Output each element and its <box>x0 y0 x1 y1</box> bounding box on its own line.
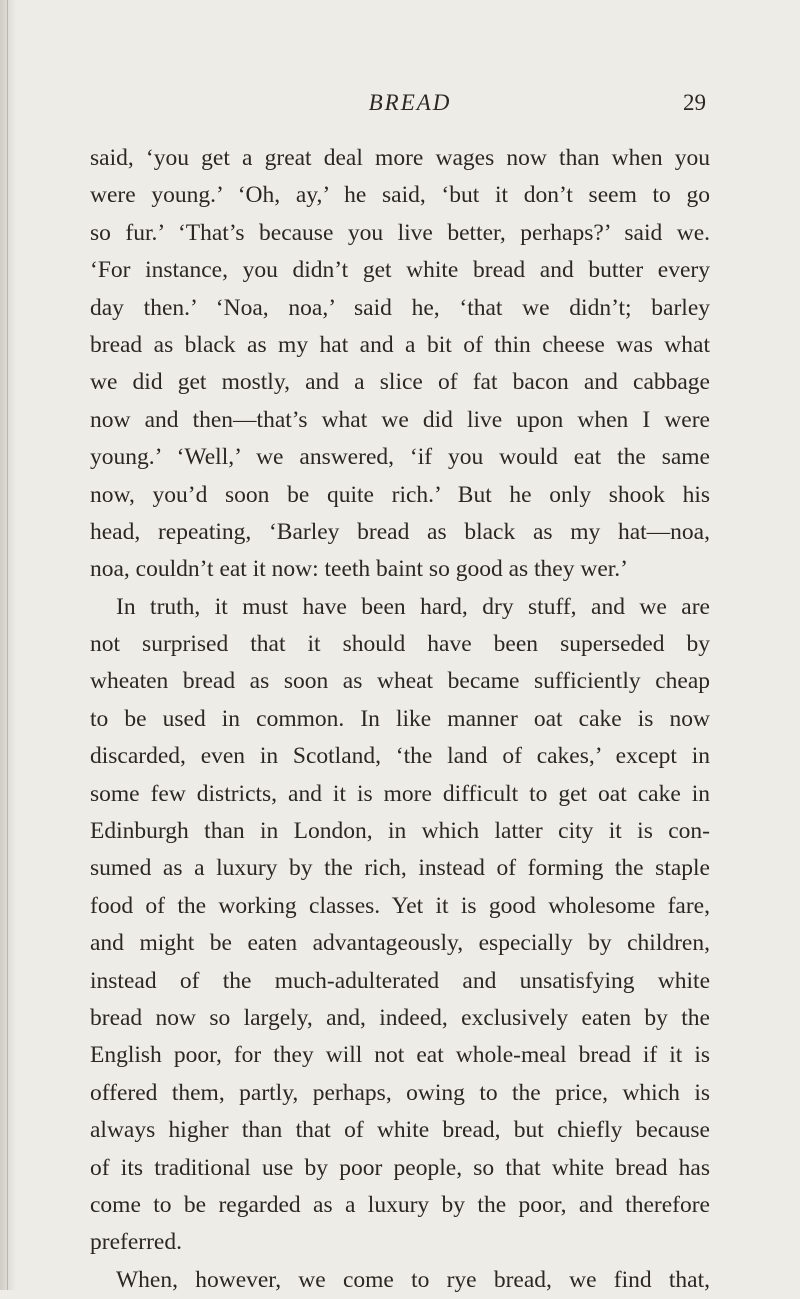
body-text <box>90 140 710 1299</box>
text-line: we did get mostly, and a slice of fat bacon and cabbage <box>90 369 710 396</box>
running-head-title: BREAD <box>368 90 452 115</box>
text-line: were young.’ ‘Oh, ay,’ he said, ‘but it don’t seem to go <box>90 182 710 209</box>
text-line: of its traditional use by poor people, so that white bread has <box>90 1154 710 1181</box>
text-line: ‘For instance, you didn’t get white bread and butter every <box>90 257 710 284</box>
text-line: now, you’d soon be quite rich.’ But he only shook his <box>90 481 710 508</box>
text-line: head, repeating, ‘Barley bread as black as my hat—noa, <box>90 518 710 545</box>
text-line: not surprised that it should have been superseded by <box>90 631 710 658</box>
text-line: offered them, partly, perhaps, owing to the price, which is <box>90 1079 710 1106</box>
text-line: preferred. <box>90 1229 182 1256</box>
text-line: English poor, for they will not eat whole-meal bread if it is <box>90 1042 710 1069</box>
text-line: always higher than that of white bread, but chiefly because <box>90 1117 710 1144</box>
text-line: discarded, even in Scotland, ‘the land of cakes,’ except in <box>90 743 710 770</box>
text-line: now and then—that’s what we did live upon when I were <box>90 406 710 433</box>
text-line: bread as black as my hat and a bit of thin cheese was what <box>90 331 710 358</box>
text-line: and might be eaten advantageously, especially by children, <box>90 930 710 957</box>
text-line: wheaten bread as soon as wheat became sufficiently cheap <box>90 668 710 695</box>
text-line: food of the working classes. Yet it is good wholesome fare, <box>90 892 710 919</box>
text-line: come to be regarded as a luxury by the poor, and therefore <box>90 1191 710 1218</box>
text-line: to be used in common. In like manner oat cake is now <box>90 705 710 732</box>
text-line: said, ‘you get a great deal more wages now than when you <box>90 145 710 171</box>
text-line: young.’ ‘Well,’ we answered, ‘if you would eat the same <box>90 444 710 471</box>
running-head <box>90 90 710 124</box>
page-number: 29 <box>683 90 706 115</box>
page-edge-shadow <box>0 0 16 1290</box>
text-line: day then.’ ‘Noa, noa,’ said he, ‘that we didn’t; barley <box>90 294 710 321</box>
text-line: some few districts, and it is more difficult to get oat cake in <box>90 780 710 807</box>
text-line: noa, couldn’t eat it now: teeth baint so good as they wer.’ <box>90 556 628 583</box>
text-line: so fur.’ ‘That’s because you live better, perhaps?’ said we. <box>90 219 710 246</box>
paragraph-start-line: When, however, we come to rye bread, we find that, <box>116 1266 710 1293</box>
text-line: Edinburgh than in London, in which latter city it is con- <box>90 818 710 845</box>
page-edge-line <box>7 0 8 1290</box>
book-page <box>90 90 710 1299</box>
paragraph-start-line: In truth, it must have been hard, dry stuff, and we are <box>116 593 710 620</box>
text-line: instead of the much-adulterated and unsatisfying white <box>90 967 710 994</box>
text-line: sumed as a luxury by the rich, instead of forming the staple <box>90 855 710 882</box>
text-line: bread now so largely, and, indeed, exclusively eaten by the <box>90 1004 710 1031</box>
